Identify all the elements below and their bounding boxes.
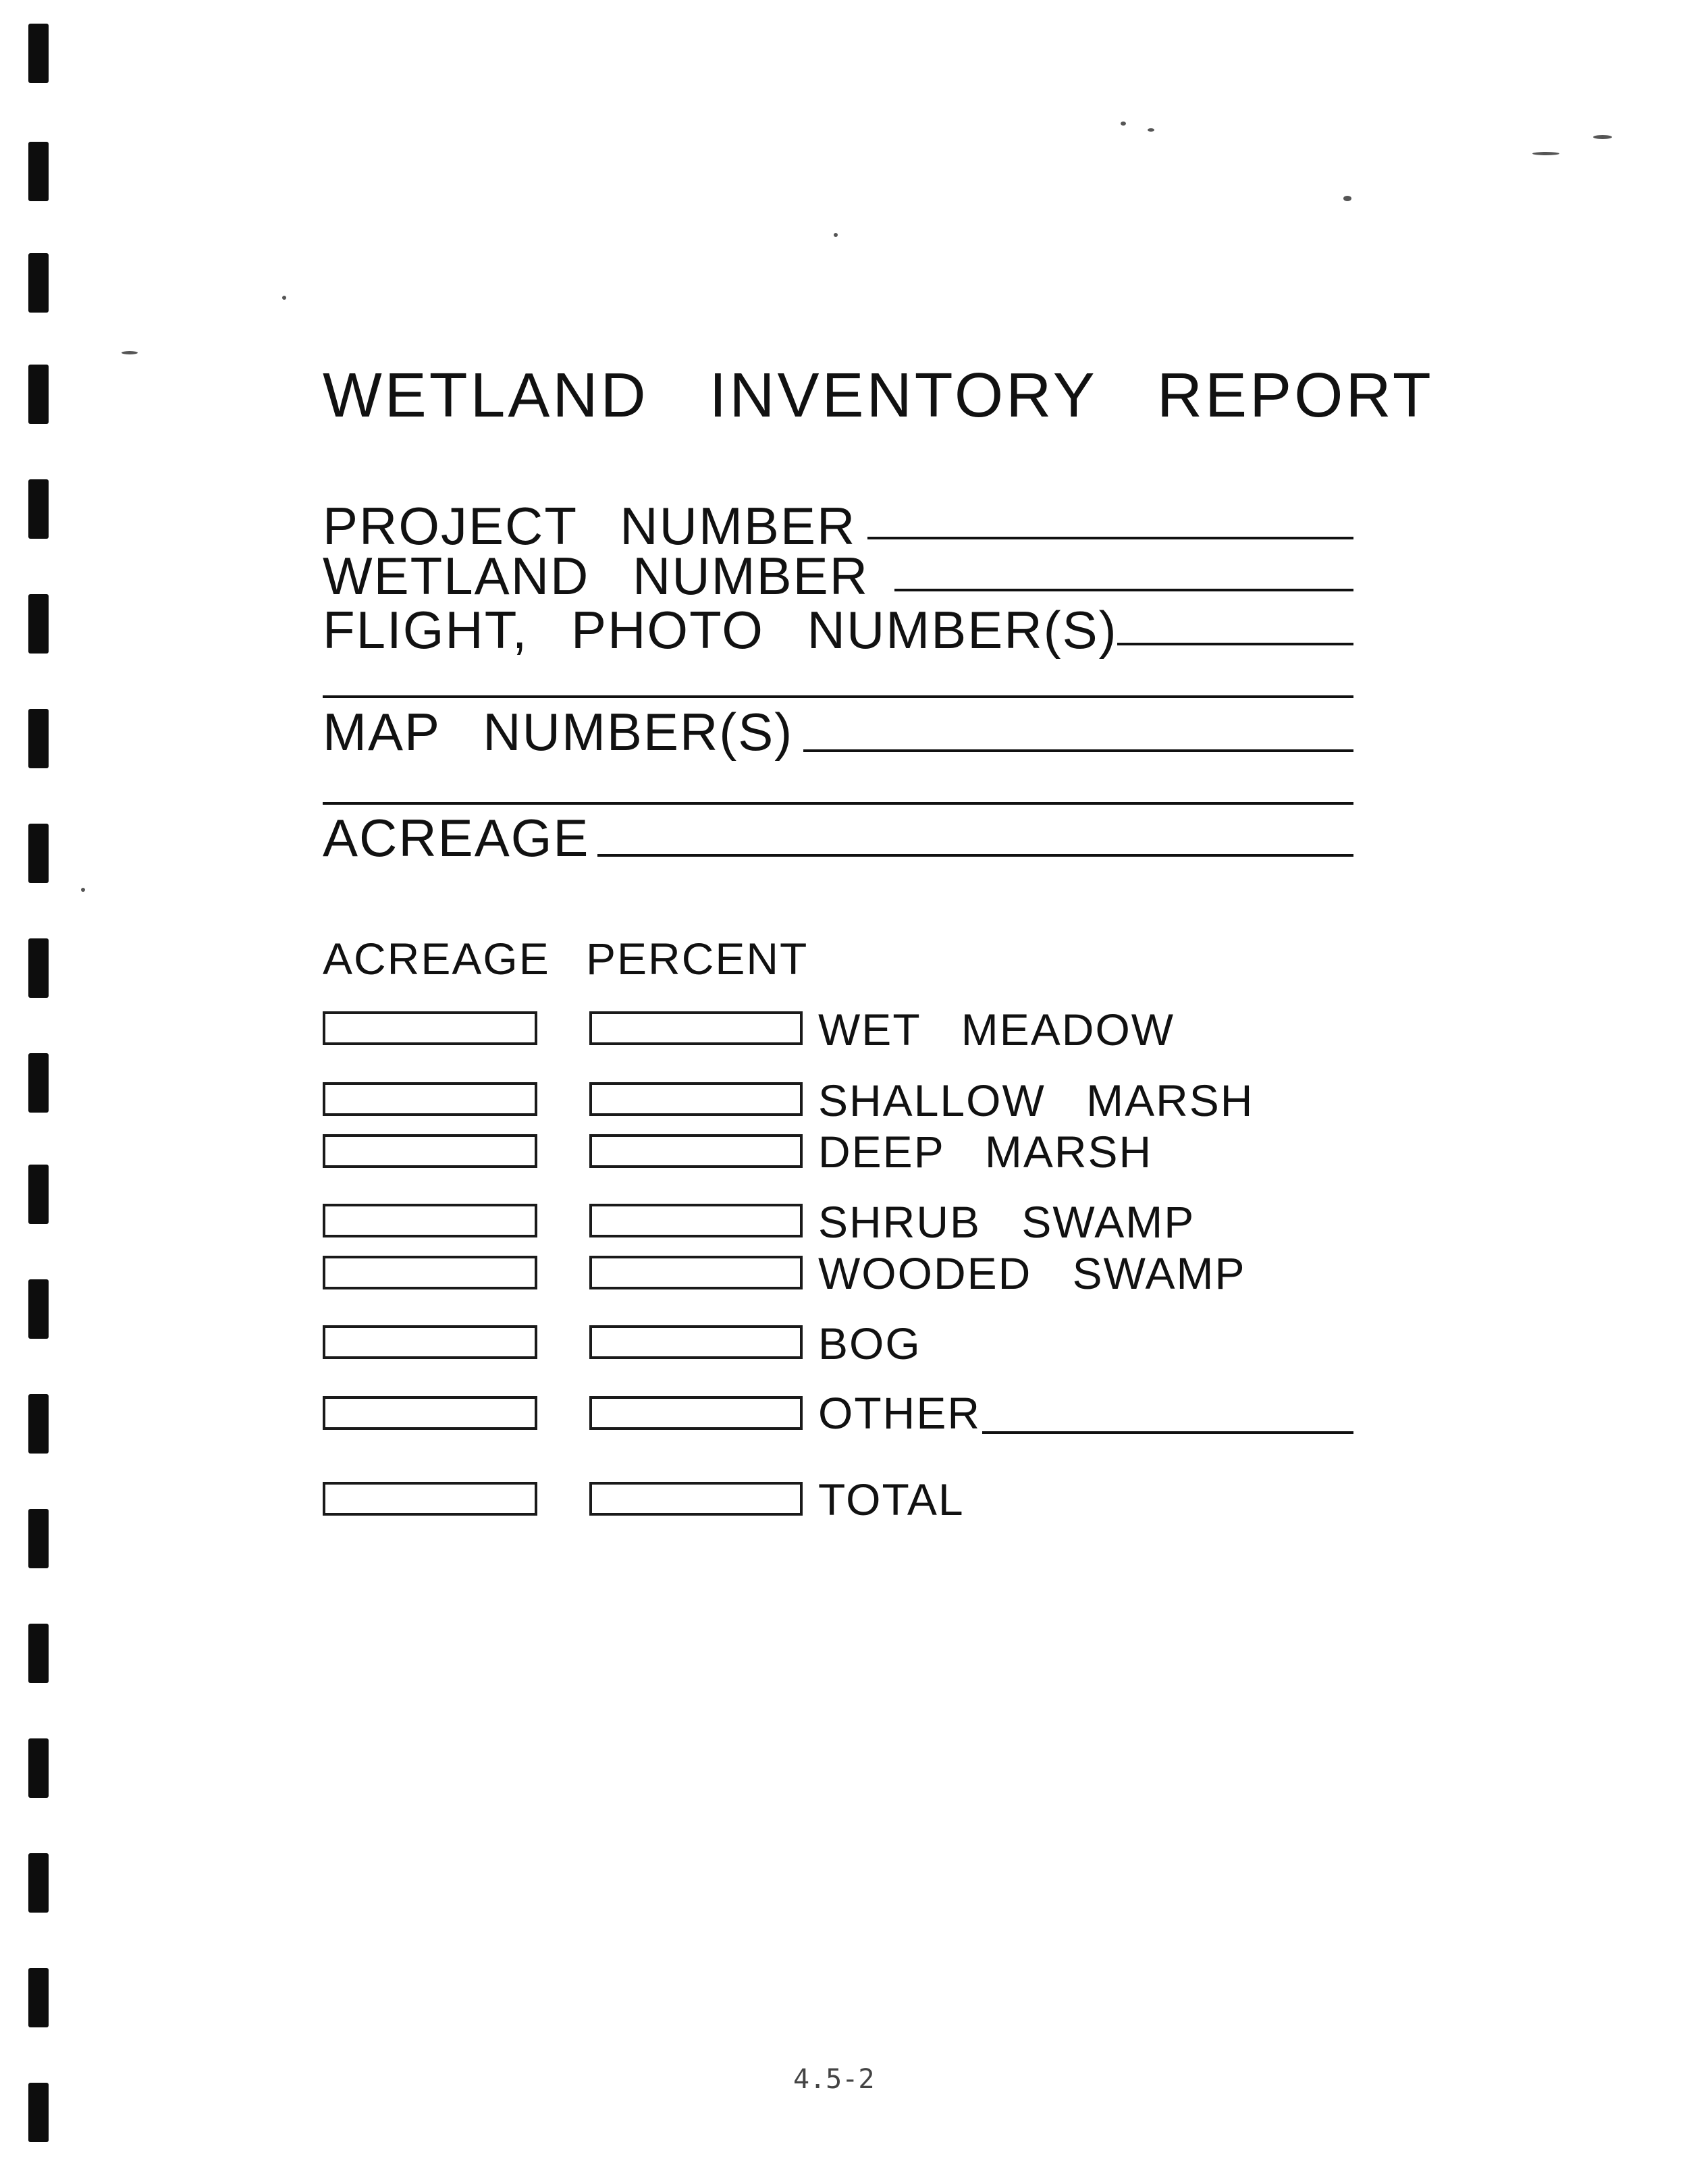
page-title: WETLAND INVENTORY REPORT xyxy=(323,360,1434,430)
map-number-label: MAP NUMBER(S) xyxy=(323,702,794,762)
binder-mark xyxy=(28,1624,49,1683)
acreage-line[interactable] xyxy=(597,854,1353,857)
binder-mark xyxy=(28,365,49,424)
total-percent-box[interactable] xyxy=(589,1482,803,1516)
speck xyxy=(282,296,286,300)
project-number-label: PROJECT NUMBER xyxy=(323,496,857,556)
flight-photo-number-line-2[interactable] xyxy=(323,695,1353,698)
map-number-line-2[interactable] xyxy=(323,802,1353,805)
binder-mark xyxy=(28,1968,49,2027)
wet-meadow-percent-box[interactable] xyxy=(589,1011,803,1045)
wetland-number-label: WETLAND NUMBER xyxy=(323,546,869,606)
project-number-line[interactable] xyxy=(867,537,1353,539)
flight-photo-number-label: FLIGHT, PHOTO NUMBER(S) xyxy=(323,600,1118,660)
bog-percent-box[interactable] xyxy=(589,1325,803,1359)
binder-mark xyxy=(28,709,49,768)
deep-marsh-label: DEEP MARSH xyxy=(818,1127,1153,1177)
binder-mark xyxy=(28,479,49,539)
speck xyxy=(834,233,838,237)
other-acreage-box[interactable] xyxy=(323,1396,537,1430)
other-label: OTHER xyxy=(818,1388,981,1438)
binder-mark xyxy=(28,2083,49,2142)
binder-mark xyxy=(28,1279,49,1339)
binder-mark xyxy=(28,824,49,883)
wet-meadow-label: WET MEADOW xyxy=(818,1005,1175,1055)
total-acreage-box[interactable] xyxy=(323,1482,537,1516)
speck xyxy=(81,888,85,892)
map-number-line[interactable] xyxy=(803,749,1353,752)
other-description-line[interactable] xyxy=(982,1431,1353,1434)
speck xyxy=(1532,152,1559,155)
speck xyxy=(1343,196,1351,201)
binder-mark xyxy=(28,938,49,998)
wooded-swamp-percent-box[interactable] xyxy=(589,1256,803,1289)
wet-meadow-acreage-box[interactable] xyxy=(323,1011,537,1045)
speck xyxy=(1121,122,1126,126)
wetland-number-line[interactable] xyxy=(894,589,1353,591)
binder-mark xyxy=(28,594,49,654)
binder-mark xyxy=(28,142,49,201)
wooded-swamp-label: WOODED SWAMP xyxy=(818,1248,1246,1298)
binder-mark xyxy=(28,24,49,83)
bog-label: BOG xyxy=(818,1319,921,1368)
speck xyxy=(1593,135,1612,139)
flight-photo-number-line[interactable] xyxy=(1117,643,1353,645)
binder-mark xyxy=(28,1509,49,1568)
binder-mark xyxy=(28,1738,49,1798)
shrub-swamp-acreage-box[interactable] xyxy=(323,1204,537,1237)
percent-column-header: PERCENT xyxy=(586,934,809,984)
shallow-marsh-label: SHALLOW MARSH xyxy=(818,1075,1254,1125)
binder-mark xyxy=(28,1165,49,1224)
binder-mark xyxy=(28,1853,49,1913)
other-percent-box[interactable] xyxy=(589,1396,803,1430)
page-number: 4.5-2 xyxy=(793,2064,875,2095)
binder-mark xyxy=(28,1053,49,1113)
acreage-column-header: ACREAGE xyxy=(323,934,550,984)
shallow-marsh-percent-box[interactable] xyxy=(589,1082,803,1116)
speck xyxy=(122,351,138,354)
shrub-swamp-label: SHRUB SWAMP xyxy=(818,1197,1196,1247)
deep-marsh-acreage-box[interactable] xyxy=(323,1134,537,1168)
shallow-marsh-acreage-box[interactable] xyxy=(323,1082,537,1116)
speck xyxy=(1148,128,1154,132)
acreage-label: ACREAGE xyxy=(323,808,590,868)
bog-acreage-box[interactable] xyxy=(323,1325,537,1359)
shrub-swamp-percent-box[interactable] xyxy=(589,1204,803,1237)
binder-mark xyxy=(28,253,49,313)
total-label: TOTAL xyxy=(818,1474,965,1524)
wooded-swamp-acreage-box[interactable] xyxy=(323,1256,537,1289)
binder-mark xyxy=(28,1394,49,1454)
deep-marsh-percent-box[interactable] xyxy=(589,1134,803,1168)
